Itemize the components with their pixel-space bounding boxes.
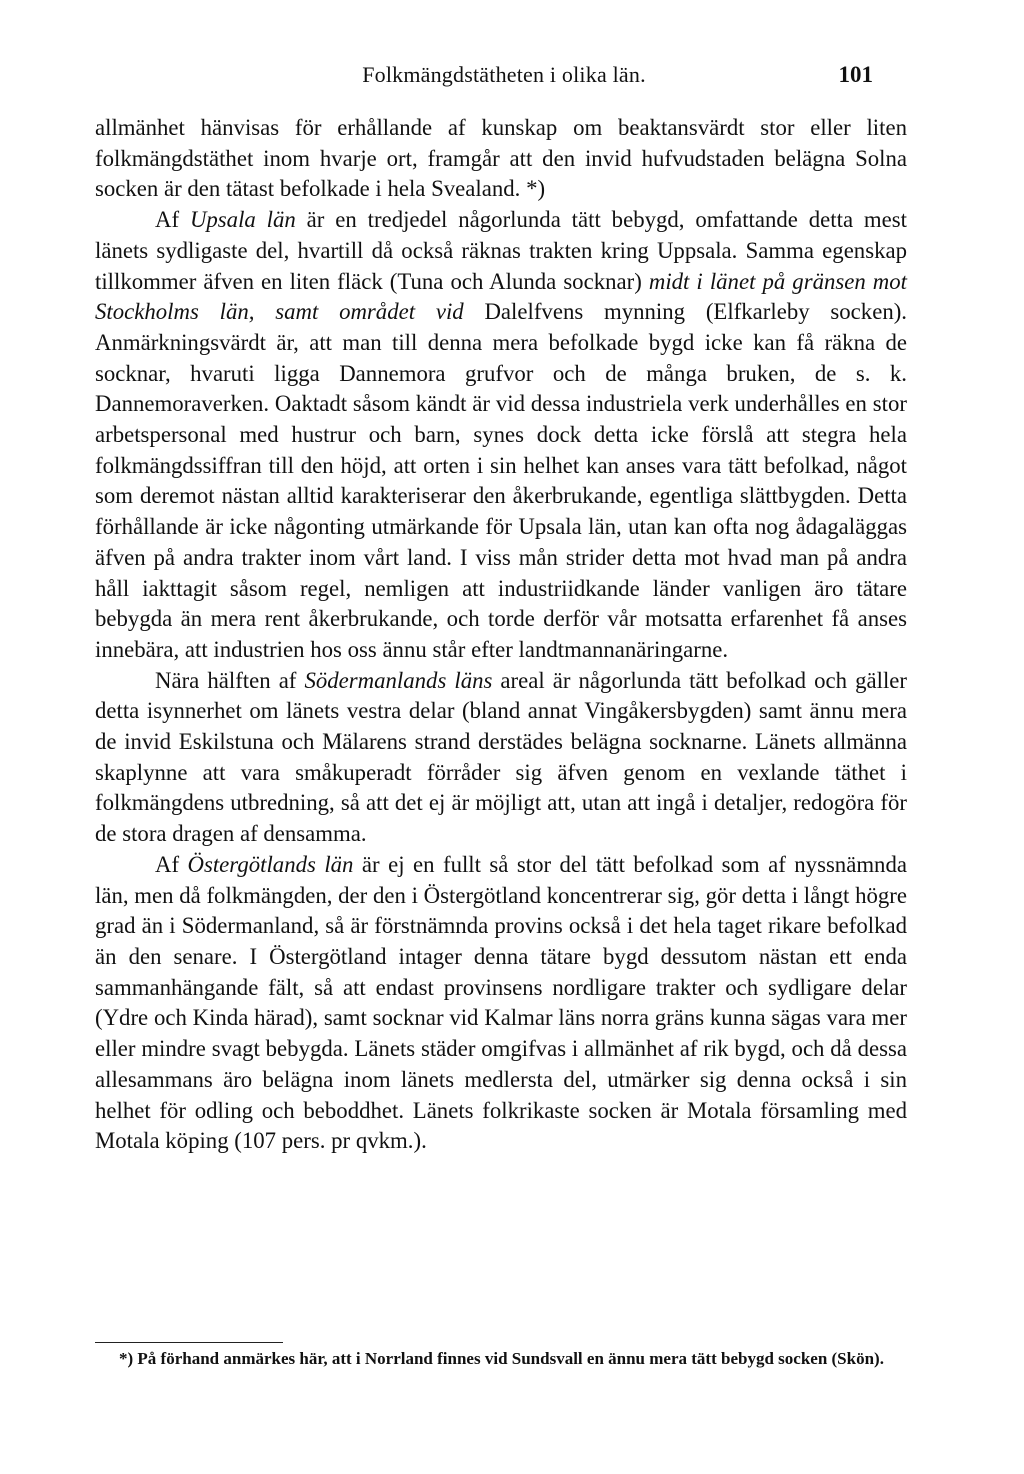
text-segment: är ej en fullt så stor del tätt befolkad som af nyssnämnda län, men då folkmängden, der den i Östergötland koncentrerar sig, gör detta i långt högre grad än i Södermanland, så är förstnämnda provins också i det hela taget rikare befolkad än den senare. I Östergötland intager denna tätare bygd dessutom nästan ett enda sammanhängande fält, så att endast provinsens nordligare trakter och sydligare delar (Ydre och Kinda härad), samt socknar vid Kalmar läns norra gräns kunna sägas vara mer eller mindre svagt bebygda. Länets städer omgifvas i allmänhet af rik bygd, och då dessa allesammans äro belägna inom länets medlersta del, utmärker sig denna också i sin helhet för odling och beboddhet. Länets folkrikaste socken är Motala församling med Motala köping (107 pers. pr qvkm.). [95, 851, 907, 1154]
text-segment: Nära hälften af [155, 667, 305, 693]
county-name-ostergotland: Östergötlands län [187, 851, 354, 877]
page-number: 101 [838, 62, 873, 87]
footnote [95, 1348, 905, 1370]
paragraph [95, 113, 907, 205]
text-segment: Dalelfvens mynning (Elfkarleby socken). Anmärkningsvärdt är, att man till denna mera befolkade bygd icke kan få räkna de socknar, hvaruti ligga Dannemora grufvor och de många bruken, de s. k. Dannemoraverken. Oaktadt såsom kändt är vid dessa industriela verk underhålles en stor arbetspersonal med hustrur och barn, synes dock detta icke förslå att stegra hela folkmängdssiffran till den höjd, att orten i sin helhet kan anses vara tätt befolkad, något som deremot nästan alltid karakteriserar den åkerbrukande, egentliga slättbygden. Detta förhållande är icke någonting utmärkande för Upsala län, utan kan ofta nog ådagaläggas äfven på andra trakter inom vårt land. I viss mån strider detta mot hvad man på andra håll iakttagit såsom regel, nemligen att industriidkande länder vanligen äro tätare bebygda än mera rent åkerbrukande, och torde derför vår motsatta erfarenhet få anses innebära, att industrien hos oss ännu står efter landtmannanäringarne. [95, 299, 908, 662]
footnote-text: På förhand anmärkes här, att i Norrland finnes vid Sundsvall en ännu mera tätt bebygd socken (Skön). [137, 1349, 884, 1368]
running-title: Folkmängdstätheten i olika län. [362, 62, 646, 87]
text-segment: Af [155, 207, 190, 233]
footnote-rule [95, 1342, 283, 1343]
county-name-upsala: Upsala län [189, 207, 296, 233]
paragraph [95, 850, 907, 1157]
text-segment-italic: midt i länet på gränsen mot Stockholms län, samt området vid [95, 268, 907, 325]
paragraph [95, 666, 907, 850]
text-segment: areal är någorlunda tätt befolkad och gäller detta isynnerhet om länets vestra delar (bland annat Vingåkersbygden) samt ännu mera de invid Eskilstuna och Mälarens strand derstädes belägna socknarne. Länets allmänna skaplynne att vara småkuperadt förråder sig äfven genom en vexlande täthet i folkmängdens utbredning, så att det ej är möjligt att, utan att ingå i detaljer, redogöra för de stora dragen af densamma. [95, 667, 907, 847]
body-text [95, 113, 907, 1157]
county-name-sodermanland: Södermanlands läns [304, 667, 493, 693]
running-head [95, 62, 913, 92]
footnote-marker: *) [119, 1349, 134, 1368]
paragraph [95, 205, 907, 666]
text-segment: allmänhet hänvisas för erhållande af kunskap om beaktansvärdt stor eller liten folkmängdstäthet inom hvarje ort, framgår att den invid hufvudstaden belägna Solna socken är den tätast befolkade i hela Svealand. *) [95, 115, 907, 202]
text-segment: Af [155, 851, 188, 877]
text-segment: är en tredjedel någorlunda tätt bebygd, omfattande detta mest länets sydligaste del, hvartill då också räknas trakten kring Uppsala. Samma egenskap tillkommer äfven en liten fläck (Tuna och Alunda socknar) [95, 207, 907, 294]
